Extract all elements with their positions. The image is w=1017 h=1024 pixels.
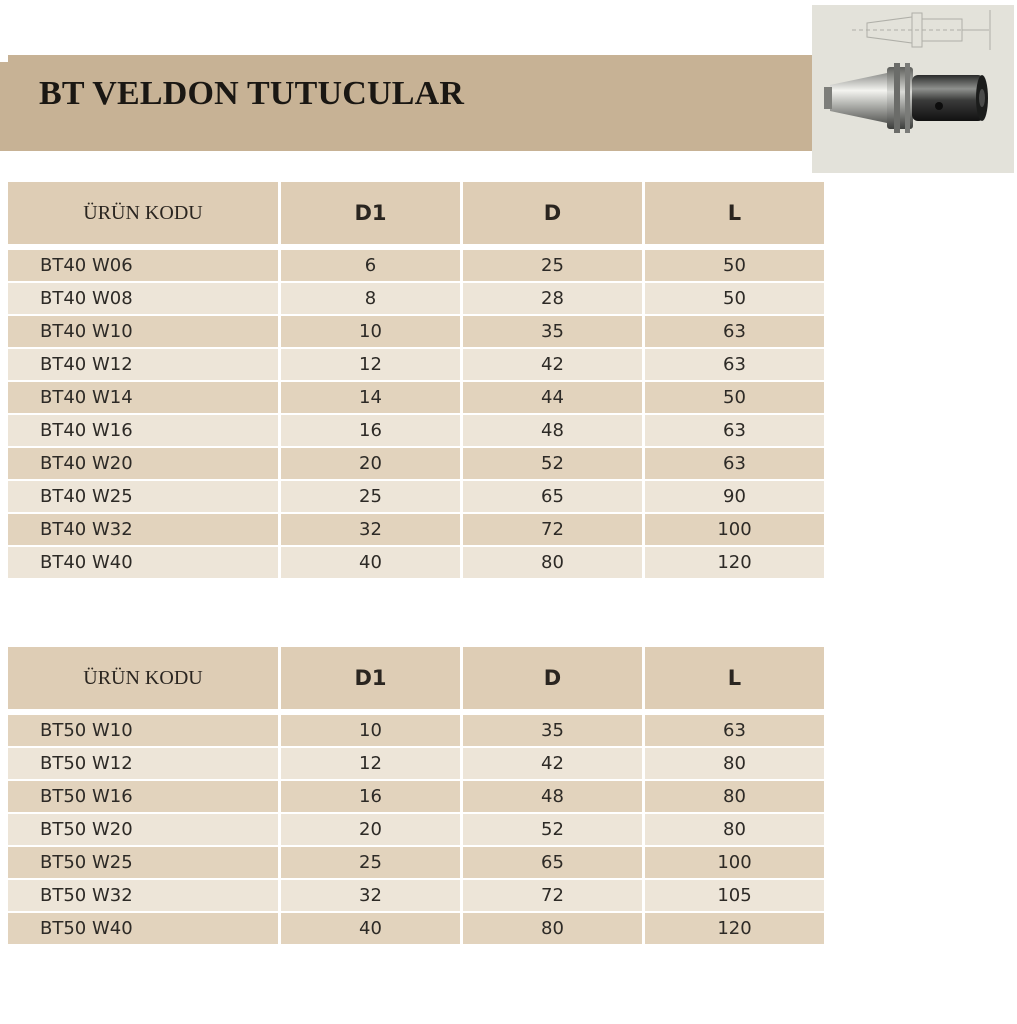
cell-d1: 25 bbox=[281, 847, 460, 878]
cell-code: BT40 W12 bbox=[8, 349, 278, 380]
bt50-spec-table bbox=[5, 645, 827, 946]
cell-l: 80 bbox=[645, 748, 824, 779]
table-row bbox=[8, 715, 824, 746]
cell-d1: 40 bbox=[281, 913, 460, 944]
table-row bbox=[8, 913, 824, 944]
cell-d: 42 bbox=[463, 748, 642, 779]
cell-d1: 32 bbox=[281, 514, 460, 545]
cell-code: BT50 W32 bbox=[8, 880, 278, 911]
cell-code: BT40 W40 bbox=[8, 547, 278, 578]
cell-l: 120 bbox=[645, 913, 824, 944]
table-row bbox=[8, 448, 824, 479]
cell-d1: 8 bbox=[281, 283, 460, 314]
table-row bbox=[8, 283, 824, 314]
cell-l: 80 bbox=[645, 781, 824, 812]
cell-d1: 32 bbox=[281, 880, 460, 911]
cell-code: BT40 W16 bbox=[8, 415, 278, 446]
cell-d: 65 bbox=[463, 481, 642, 512]
col-header-l: L bbox=[645, 182, 824, 244]
cell-l: 50 bbox=[645, 382, 824, 413]
table-row bbox=[8, 781, 824, 812]
cell-code: BT40 W32 bbox=[8, 514, 278, 545]
cell-d1: 20 bbox=[281, 448, 460, 479]
cell-d1: 20 bbox=[281, 814, 460, 845]
table-row bbox=[8, 250, 824, 281]
cell-code: BT40 W06 bbox=[8, 250, 278, 281]
cell-l: 100 bbox=[645, 514, 824, 545]
cell-l: 63 bbox=[645, 448, 824, 479]
cell-d: 72 bbox=[463, 880, 642, 911]
col-header-code: ÜRÜN KODU bbox=[8, 647, 278, 709]
table-header-row bbox=[8, 647, 824, 709]
bt40-spec-table bbox=[5, 180, 827, 580]
cell-code: BT50 W12 bbox=[8, 748, 278, 779]
cell-d: 80 bbox=[463, 547, 642, 578]
cell-d: 48 bbox=[463, 415, 642, 446]
cell-l: 50 bbox=[645, 283, 824, 314]
table-row bbox=[8, 316, 824, 347]
table-row bbox=[8, 547, 824, 578]
table-row bbox=[8, 814, 824, 845]
col-header-d: D bbox=[463, 182, 642, 244]
product-photo bbox=[812, 5, 1014, 173]
cell-d: 44 bbox=[463, 382, 642, 413]
table-header-row bbox=[8, 182, 824, 244]
cell-code: BT40 W20 bbox=[8, 448, 278, 479]
cell-d: 35 bbox=[463, 316, 642, 347]
cell-l: 90 bbox=[645, 481, 824, 512]
cell-l: 120 bbox=[645, 547, 824, 578]
table-row bbox=[8, 415, 824, 446]
cell-d1: 10 bbox=[281, 715, 460, 746]
cell-code: BT50 W25 bbox=[8, 847, 278, 878]
cell-code: BT50 W40 bbox=[8, 913, 278, 944]
cell-d: 42 bbox=[463, 349, 642, 380]
col-header-d1: D1 bbox=[281, 647, 460, 709]
cell-d: 52 bbox=[463, 448, 642, 479]
cell-l: 100 bbox=[645, 847, 824, 878]
banner-notch bbox=[0, 55, 8, 62]
table-row bbox=[8, 847, 824, 878]
cell-d: 80 bbox=[463, 913, 642, 944]
cell-d: 72 bbox=[463, 514, 642, 545]
header-gap bbox=[8, 711, 824, 713]
cell-d1: 16 bbox=[281, 781, 460, 812]
cell-l: 50 bbox=[645, 250, 824, 281]
table-row bbox=[8, 481, 824, 512]
cell-code: BT40 W10 bbox=[8, 316, 278, 347]
cell-d1: 12 bbox=[281, 748, 460, 779]
cell-d1: 16 bbox=[281, 415, 460, 446]
table-row bbox=[8, 349, 824, 380]
cell-d1: 10 bbox=[281, 316, 460, 347]
cell-d: 48 bbox=[463, 781, 642, 812]
cell-l: 80 bbox=[645, 814, 824, 845]
bt50-rows bbox=[8, 711, 824, 944]
title-banner bbox=[0, 55, 812, 151]
cell-d1: 40 bbox=[281, 547, 460, 578]
col-header-l: L bbox=[645, 647, 824, 709]
cell-d: 35 bbox=[463, 715, 642, 746]
table-row bbox=[8, 382, 824, 413]
bt40-rows bbox=[8, 246, 824, 578]
cell-code: BT40 W25 bbox=[8, 481, 278, 512]
header-gap bbox=[8, 246, 824, 248]
cell-code: BT40 W08 bbox=[8, 283, 278, 314]
cell-d1: 25 bbox=[281, 481, 460, 512]
cell-d1: 12 bbox=[281, 349, 460, 380]
cell-code: BT50 W20 bbox=[8, 814, 278, 845]
table-row bbox=[8, 748, 824, 779]
cell-code: BT50 W16 bbox=[8, 781, 278, 812]
cell-l: 63 bbox=[645, 349, 824, 380]
cell-d1: 14 bbox=[281, 382, 460, 413]
cell-l: 63 bbox=[645, 316, 824, 347]
cell-l: 105 bbox=[645, 880, 824, 911]
cell-d: 52 bbox=[463, 814, 642, 845]
cell-code: BT40 W14 bbox=[8, 382, 278, 413]
cell-d1: 6 bbox=[281, 250, 460, 281]
page-title: BT VELDON TUTUCULAR bbox=[39, 75, 465, 112]
col-header-d1: D1 bbox=[281, 182, 460, 244]
cell-d: 65 bbox=[463, 847, 642, 878]
table-row bbox=[8, 880, 824, 911]
col-header-code: ÜRÜN KODU bbox=[8, 182, 278, 244]
table-row bbox=[8, 514, 824, 545]
cell-l: 63 bbox=[645, 415, 824, 446]
cell-l: 63 bbox=[645, 715, 824, 746]
col-header-d: D bbox=[463, 647, 642, 709]
cell-d: 25 bbox=[463, 250, 642, 281]
tool-holder-image bbox=[812, 5, 1014, 173]
cell-d: 28 bbox=[463, 283, 642, 314]
cell-code: BT50 W10 bbox=[8, 715, 278, 746]
